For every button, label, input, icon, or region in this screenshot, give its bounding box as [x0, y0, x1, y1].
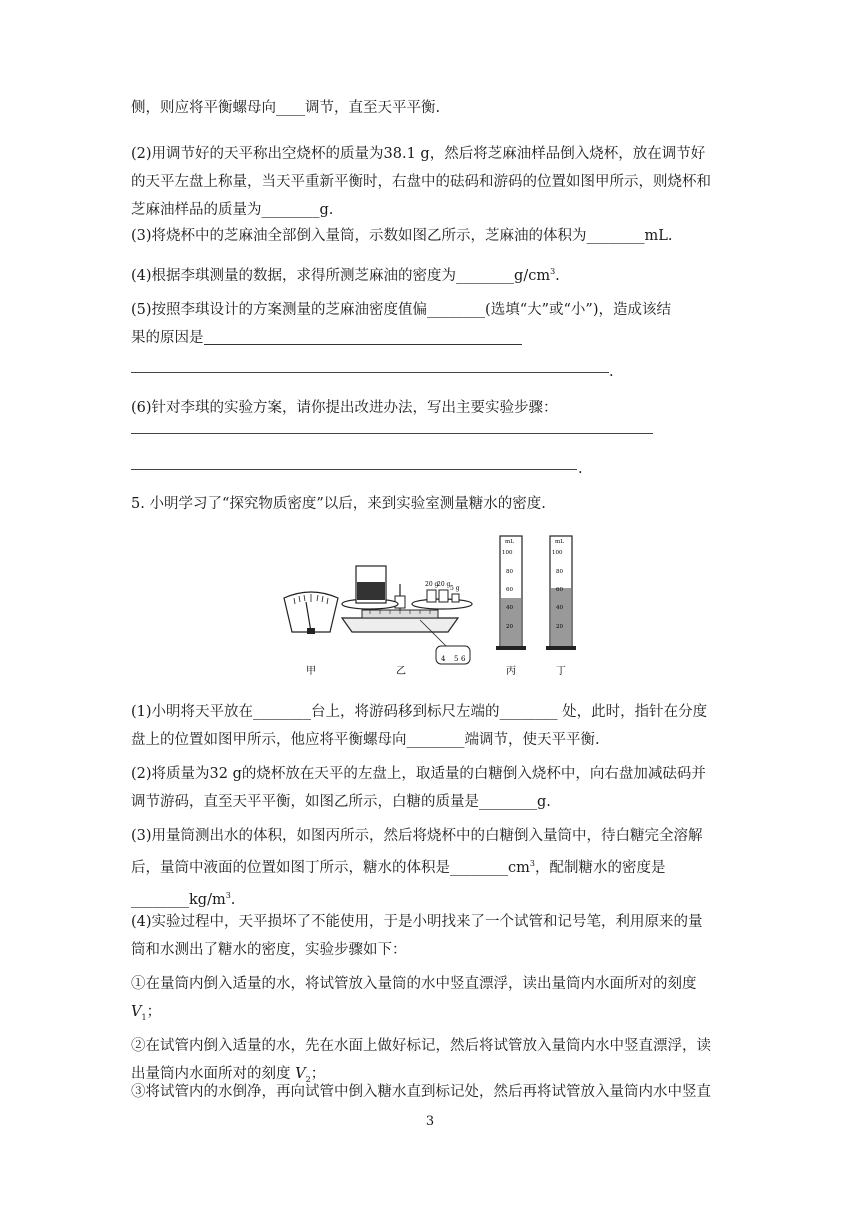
svg-text:60: 60 — [506, 587, 513, 593]
problem-5-part-2: (2)将质量为32 g的烧杯放在天平的左盘上，取适量的白糖倒入烧杯中，向右盘加减砝码并 调节游码，直至天平平衡，如图乙所示，白糖的质量是________g. — [131, 766, 706, 810]
svg-text:6: 6 — [461, 655, 466, 663]
step-3: ③将试管内的水倒净，再向试管中倒入糖水直到标记处，然后再将试管放入量筒内水中竖直 — [131, 1084, 711, 1100]
svg-text:100: 100 — [552, 550, 563, 556]
svg-text:40: 40 — [556, 605, 563, 611]
svg-text:5 g: 5 g — [450, 585, 460, 592]
paragraph-q2: (2)用调节好的天平称出空烧杯的质量为38.1 g，然后将芝麻油样品倒入烧杯，放在调节好 的天平左盘上称量，当天平重新平衡时，右盘中的砝码和游码的位置如图甲所示，则烧杯和 芝麻油样品的质量为________g. — [131, 146, 711, 218]
problem-5-part-4: (4)实验过程中，天平损坏了不能使用，于是小明找来了一个试管和记号笔，利用原来的量 筒和水测出了糖水的密度，实验步骤如下： — [131, 914, 703, 958]
label-yi: 乙 — [396, 666, 406, 677]
svg-text:mL: mL — [555, 539, 564, 545]
document-page: 侧，则应将平衡螺母向____调节，直至天平平衡. (2)用调节好的天平称出空烧杯的质量为38.1 g，然后将芝麻油样品倒入烧杯，放在调节好 的天平左盘上称量，当天平重新平衡时，右盘中的砝码和游码的位置如图甲所示，则烧杯和 芝麻油样品的质量为________g. (3)将烧杯中的芝麻油全部倒入量筒，示数如图乙所示，芝麻油的体积为________mL. (4)根据李琪测量的数据，求得所测芝麻油的密度为$\_\_\_\_\_\_\_\_g/cm^3$. (5)按照李琪设计的方案测量的芝麻油密度值偏________(选填“大”或“小”)，造成该结 果的原因是 . (6)针对李琪的实验方案，请你提出改进办法，写出主要实验步骤： . 5. 小明学习了“探究物质密度”以后，来到实验室测量糖水的密度. 20 g 20 g 5 g 4 5 6 mL 100 80 60 40 20 mL 100 80 60 40 20 甲 乙 丙 丁 (1)小明将天平放在________台上，将游码移到标尺左端的________ 处，此时，指针在分度 盘上的位置如图甲所示，他应将平衡螺母向________端调节，使天平平衡. (2)将质量为32 g的烧杯放在天平的左盘上，取适量的白糖倒入烧杯中，向右盘加减砝码并 调节游码，直至天平平衡，如图乙所示，白糖的质量是________g. (3)用量筒测出水的体积，如图丙所示，然后将烧杯中的白糖倒入量筒中，待白糖完全溶解 后，量筒中液面的位置如图丁所示，糖水的体积是$\_\_\_\_\_\_\_\_cm^3$，配制糖水的密度是 $\_\_\_\_\_\_\_\_kg/m^3$. (4)实验过程中，天平损坏了不能使用，于是小明找来了一个试管和记号笔，利用原来的量 筒和水测出了糖水的密度，实验步骤如下： ①在量筒内倒入适量的水，将试管放入量筒的水中竖直漂浮，读出量筒内水面所对的刻度 $V_1$； ②在试管内倒入适量的水，先在水面上做好标记，然后将试管放入量筒内水中竖直漂浮，读 出量筒内水面所对的刻度 $V_2$； ③将试管内的水倒净，再向试管中倒入糖水直到标记处，然后再将试管放入量筒内水中竖直 3 — [0, 0, 860, 1216]
step-2: ②在试管内倒入适量的水，先在水面上做好标记，然后将试管放入量筒内水中竖直漂浮，读 出量筒内水面所对的刻度 $V_2$； — [131, 1038, 711, 1084]
svg-text:20 g: 20 g — [437, 581, 451, 588]
step-1: ①在量筒内倒入适量的水，将试管放入量筒的水中竖直漂浮，读出量筒内水面所对的刻度 $V_1$； — [131, 976, 697, 1022]
svg-text:5: 5 — [454, 655, 459, 663]
graduated-cylinder-ding — [546, 536, 576, 650]
svg-text:20: 20 — [556, 624, 563, 630]
svg-text:60: 60 — [556, 587, 563, 593]
svg-text:20: 20 — [506, 624, 513, 630]
paragraph-q1-continued: 侧，则应将平衡螺母向____调节，直至天平平衡. — [131, 100, 441, 116]
svg-text:4: 4 — [441, 655, 446, 663]
svg-text:mL: mL — [505, 539, 514, 545]
svg-text:80: 80 — [506, 569, 513, 575]
label-jia: 甲 — [306, 666, 316, 677]
experiment-figure — [270, 528, 590, 680]
answer-blank[interactable] — [204, 328, 522, 345]
answer-line[interactable] — [131, 469, 577, 470]
balance-dial-jia — [284, 592, 338, 634]
problem-5-part-1: (1)小明将天平放在________台上，将游码移到标尺左端的________ 处，此时，指针在分度 盘上的位置如图甲所示，他应将平衡螺母向________端调节，使天平平衡. — [131, 704, 708, 748]
svg-text:40: 40 — [506, 605, 513, 611]
paragraph-q4: (4)根据李琪测量的数据，求得所测芝麻油的密度为$\_\_\_\_\_\_\_\_g/cm^3$. — [131, 267, 560, 284]
page-number: 3 — [425, 1114, 435, 1129]
problem-5-intro: 5. 小明学习了“探究物质密度”以后，来到实验室测量糖水的密度. — [131, 496, 546, 512]
svg-text:20 g: 20 g — [425, 581, 439, 588]
balance-yi — [342, 566, 472, 664]
paragraph-q3: (3)将烧杯中的芝麻油全部倒入量筒，示数如图乙所示，芝麻油的体积为________mL. — [131, 228, 673, 244]
svg-text:80: 80 — [556, 569, 563, 575]
label-ding: 丁 — [556, 666, 566, 677]
problem-5-part-3: (3)用量筒测出水的体积，如图丙所示，然后将烧杯中的白糖倒入量筒中，待白糖完全溶解 后，量筒中液面的位置如图丁所示，糖水的体积是$\_\_\_\_\_\_\_\_cm^3$，配制糖水的密度是 $\_\_\_\_\_\_\_\_kg/m^3$. — [131, 828, 703, 908]
paragraph-q6: (6)针对李琪的实验方案，请你提出改进办法，写出主要实验步骤： — [131, 400, 558, 416]
label-bing: 丙 — [506, 666, 516, 677]
svg-text:100: 100 — [502, 550, 513, 556]
graduated-cylinder-bing — [496, 536, 526, 650]
paragraph-q5: (5)按照李琪设计的方案测量的芝麻油密度值偏________(选填“大”或“小”)，造成该结 果的原因是 — [131, 302, 672, 346]
answer-line[interactable] — [131, 372, 609, 373]
answer-line[interactable] — [131, 433, 653, 434]
